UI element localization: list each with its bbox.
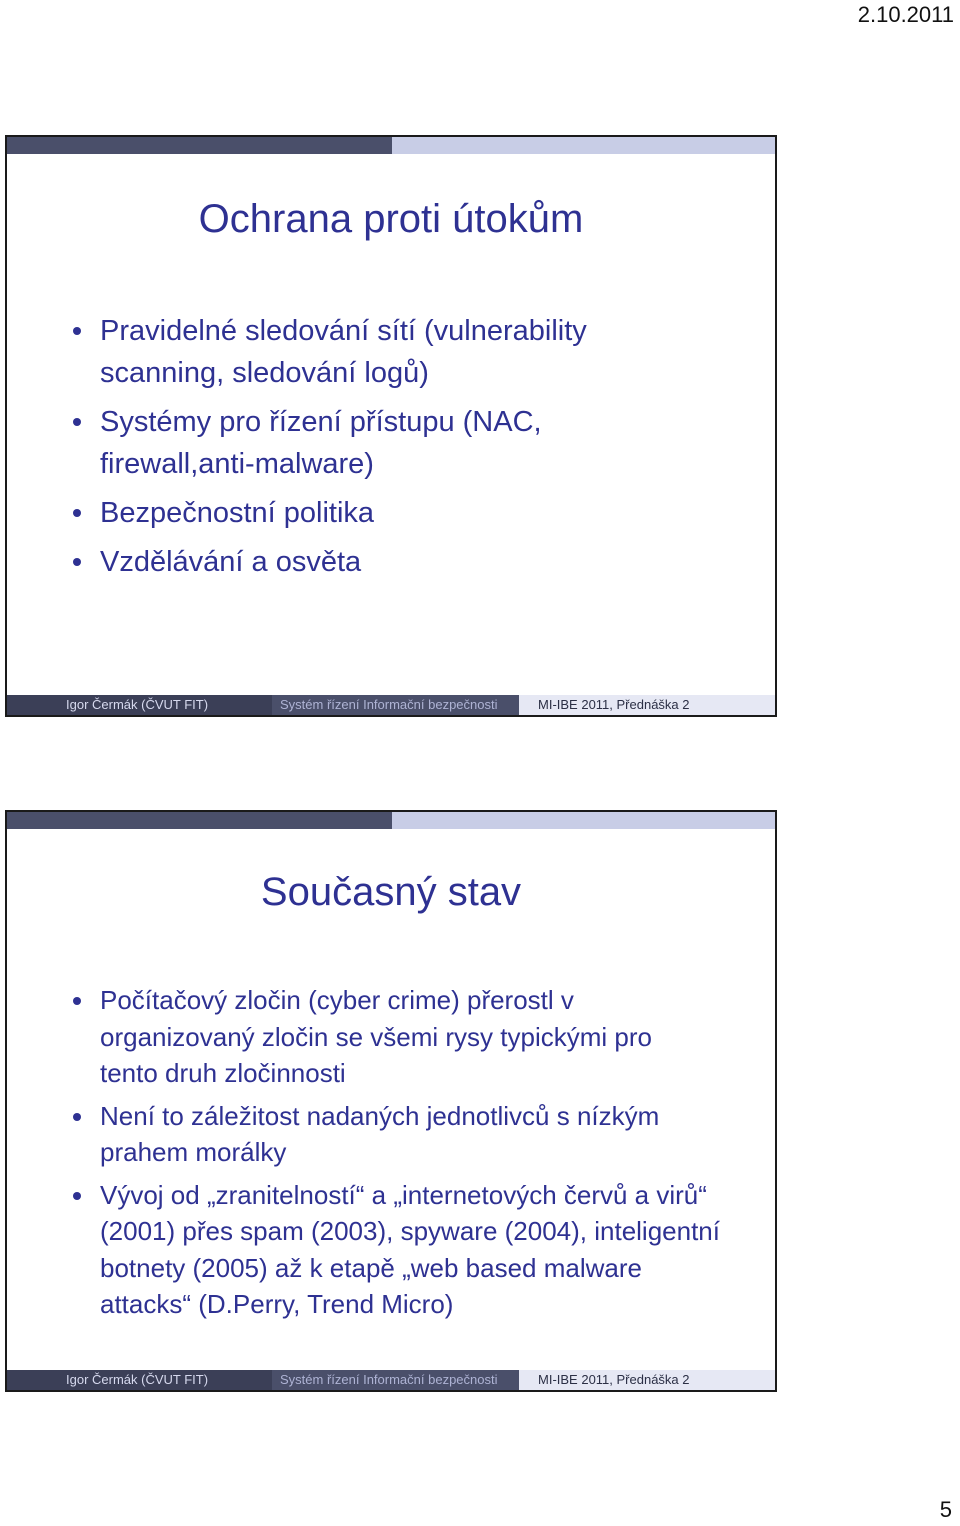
page-number: 5 [939,1497,952,1522]
footer-author: Igor Čermák (ČVUT FIT) [7,695,272,715]
bullet-dot-icon [73,558,81,566]
bullet-item: Vývoj od „zranitelností“ a „internetových červů a virů“ (2001) přes spam (2003), spyware (2004), inteligentní botnety (2005) až k etapě „web based malware attacks“ (D.Perry, Trend Micro) [7,1177,750,1323]
footer-course: Systém řízení Informační bezpečnosti [272,1370,519,1390]
bullet-item: Pravidelné sledování sítí (vulnerability scanning, sledování logů) [7,310,680,394]
bullet-dot-icon [73,1113,81,1121]
slide-footer [7,1370,775,1390]
bullet-item: Počítačový zločin (cyber crime) přerostl v organizovaný zločin se všemi rysy typickými pro tento druh zločinnosti [7,982,705,1092]
slide-soucasny-stav [5,810,777,1392]
slide-top-bar [7,137,775,154]
bullet-list [7,982,775,1329]
bullet-dot-icon [73,997,81,1005]
footer-lecture: MI-IBE 2011, Přednáška 2 [519,695,775,715]
bullet-item: Není to záležitost nadaných jednotlivců s nízkým prahem morálky [7,1098,720,1171]
bullet-list [7,310,775,590]
footer-course: Systém řízení Informační bezpečnosti [272,695,519,715]
bullet-dot-icon [73,327,81,335]
page-date: 2.10.2011 [857,2,954,27]
slide-ochrana-proti-utokum [5,135,777,717]
bullet-item: Vzdělávání a osvěta [7,541,775,583]
slide-title: Současný stav [260,870,522,914]
bullet-dot-icon [73,509,81,517]
slide-footer [7,695,775,715]
bullet-item: Systémy pro řízení přístupu (NAC, firewall,anti-malware) [7,401,640,485]
slide-top-bar [7,812,775,829]
bullet-dot-icon [73,418,81,426]
bullet-item: Bezpečnostní politika [7,492,775,534]
slide-title: Ochrana proti útokům [198,197,584,241]
footer-lecture: MI-IBE 2011, Přednáška 2 [519,1370,775,1390]
footer-author: Igor Čermák (ČVUT FIT) [7,1370,272,1390]
bullet-dot-icon [73,1192,81,1200]
